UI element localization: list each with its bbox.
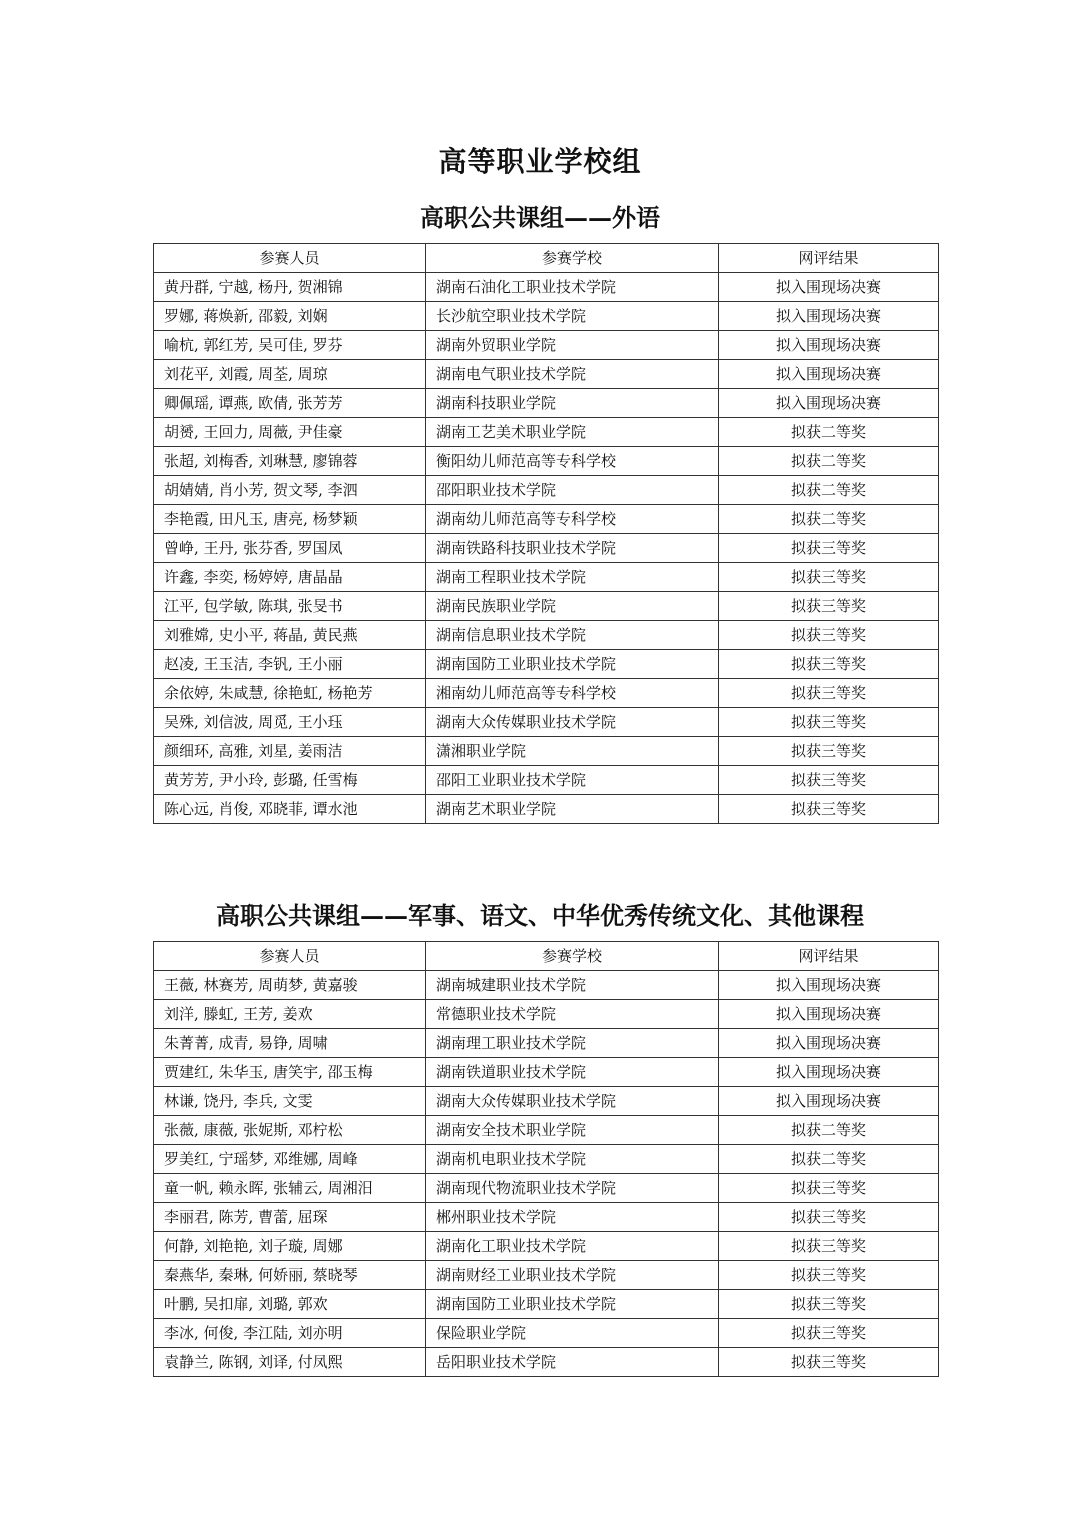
table-row — [154, 302, 939, 331]
participants-cell: 林谦, 饶丹, 李兵, 文雯 — [154, 1087, 426, 1116]
school-cell: 常德职业技术学院 — [426, 1000, 719, 1029]
table-row — [154, 563, 939, 592]
table-row — [154, 1290, 939, 1319]
school-cell: 湖南工艺美术职业学院 — [426, 418, 719, 447]
table-row — [154, 766, 939, 795]
table-header-row — [154, 942, 939, 971]
school-cell: 邵阳职业技术学院 — [426, 476, 719, 505]
header-names: 参赛人员 — [154, 942, 426, 971]
school-cell: 郴州职业技术学院 — [426, 1203, 719, 1232]
school-cell: 湖南铁路科技职业技术学院 — [426, 534, 719, 563]
participants-cell: 陈心远, 肖俊, 邓晓菲, 谭水池 — [154, 795, 426, 824]
result-cell: 拟获二等奖 — [719, 1116, 939, 1145]
result-cell: 拟获三等奖 — [719, 1261, 939, 1290]
school-cell: 湖南科技职业学院 — [426, 389, 719, 418]
result-cell: 拟入围现场决赛 — [719, 1000, 939, 1029]
table-row — [154, 1203, 939, 1232]
result-cell: 拟入围现场决赛 — [719, 331, 939, 360]
result-cell: 拟获三等奖 — [719, 1348, 939, 1377]
header-result: 网评结果 — [719, 244, 939, 273]
table-header-row — [154, 244, 939, 273]
participants-cell: 王薇, 林赛芳, 周萌梦, 黄嘉骏 — [154, 971, 426, 1000]
result-cell: 拟获三等奖 — [719, 679, 939, 708]
table-row — [154, 708, 939, 737]
table-row — [154, 447, 939, 476]
result-cell: 拟入围现场决赛 — [719, 273, 939, 302]
school-cell: 衡阳幼儿师范高等专科学校 — [426, 447, 719, 476]
result-cell: 拟获三等奖 — [719, 1290, 939, 1319]
school-cell: 湖南大众传媒职业技术学院 — [426, 1087, 719, 1116]
participants-cell: 罗美红, 宁瑶梦, 邓维娜, 周峰 — [154, 1145, 426, 1174]
participants-cell: 余依婷, 朱咸慧, 徐艳虹, 杨艳芳 — [154, 679, 426, 708]
header-school: 参赛学校 — [426, 942, 719, 971]
results-table-general-courses — [153, 941, 939, 1377]
table-row — [154, 1232, 939, 1261]
table-row — [154, 679, 939, 708]
table-row — [154, 737, 939, 766]
school-cell: 湖南国防工业职业技术学院 — [426, 1290, 719, 1319]
participants-cell: 刘雅嫦, 史小平, 蒋晶, 黄民燕 — [154, 621, 426, 650]
participants-cell: 李艳霞, 田凡玉, 唐亮, 杨梦颖 — [154, 505, 426, 534]
table-row — [154, 1319, 939, 1348]
participants-cell: 许鑫, 李奕, 杨婷婷, 唐晶晶 — [154, 563, 426, 592]
school-cell: 湖南化工职业技术学院 — [426, 1232, 719, 1261]
participants-cell: 叶鹏, 吴扣扉, 刘璐, 郭欢 — [154, 1290, 426, 1319]
result-cell: 拟获三等奖 — [719, 563, 939, 592]
result-cell: 拟获三等奖 — [719, 708, 939, 737]
school-cell: 湖南民族职业学院 — [426, 592, 719, 621]
school-cell: 湖南信息职业技术学院 — [426, 621, 719, 650]
school-cell: 湖南幼儿师范高等专科学校 — [426, 505, 719, 534]
result-cell: 拟入围现场决赛 — [719, 1058, 939, 1087]
school-cell: 邵阳工业职业技术学院 — [426, 766, 719, 795]
result-cell: 拟获三等奖 — [719, 737, 939, 766]
table-row — [154, 418, 939, 447]
participants-cell: 刘花平, 刘霞, 周荃, 周琼 — [154, 360, 426, 389]
table-row — [154, 505, 939, 534]
school-cell: 长沙航空职业技术学院 — [426, 302, 719, 331]
table-row — [154, 360, 939, 389]
table-row — [154, 1058, 939, 1087]
table-row — [154, 273, 939, 302]
school-cell: 湖南城建职业技术学院 — [426, 971, 719, 1000]
result-cell: 拟获三等奖 — [719, 766, 939, 795]
result-cell: 拟获三等奖 — [719, 534, 939, 563]
participants-cell: 吴殊, 刘信波, 周觅, 王小珏 — [154, 708, 426, 737]
participants-cell: 黄丹群, 宁越, 杨丹, 贺湘锦 — [154, 273, 426, 302]
table-row — [154, 1261, 939, 1290]
school-cell: 湖南铁道职业技术学院 — [426, 1058, 719, 1087]
table-row — [154, 1087, 939, 1116]
table-row — [154, 1174, 939, 1203]
participants-cell: 张超, 刘梅香, 刘琳慧, 廖锦蓉 — [154, 447, 426, 476]
page-title: 高等职业学校组 — [438, 145, 642, 178]
participants-cell: 朱菁菁, 成青, 易铮, 周啸 — [154, 1029, 426, 1058]
school-cell: 保险职业学院 — [426, 1319, 719, 1348]
participants-cell: 秦燕华, 秦琳, 何娇丽, 蔡晓琴 — [154, 1261, 426, 1290]
section-title-general-courses: 高职公共课组——军事、语文、中华优秀传统文化、其他课程 — [216, 901, 864, 930]
header-names: 参赛人员 — [154, 244, 426, 273]
result-cell: 拟获三等奖 — [719, 795, 939, 824]
result-cell: 拟获二等奖 — [719, 418, 939, 447]
header-result: 网评结果 — [719, 942, 939, 971]
school-cell: 岳阳职业技术学院 — [426, 1348, 719, 1377]
result-cell: 拟获三等奖 — [719, 1203, 939, 1232]
table-row — [154, 1348, 939, 1377]
school-cell: 湖南外贸职业学院 — [426, 331, 719, 360]
result-cell: 拟入围现场决赛 — [719, 1087, 939, 1116]
participants-cell: 袁静兰, 陈钢, 刘译, 付凤熙 — [154, 1348, 426, 1377]
result-cell: 拟入围现场决赛 — [719, 1029, 939, 1058]
school-cell: 湖南石油化工职业技术学院 — [426, 273, 719, 302]
participants-cell: 黄芳芳, 尹小玲, 彭璐, 任雪梅 — [154, 766, 426, 795]
table-row — [154, 1000, 939, 1029]
header-school: 参赛学校 — [426, 244, 719, 273]
result-cell: 拟获二等奖 — [719, 1145, 939, 1174]
table-row — [154, 592, 939, 621]
result-cell: 拟入围现场决赛 — [719, 360, 939, 389]
participants-cell: 喻杭, 郭红芳, 吴可佳, 罗芬 — [154, 331, 426, 360]
participants-cell: 赵凌, 王玉洁, 李钒, 王小丽 — [154, 650, 426, 679]
result-cell: 拟入围现场决赛 — [719, 971, 939, 1000]
participants-cell: 胡婧婧, 肖小芳, 贺文琴, 李泗 — [154, 476, 426, 505]
participants-cell: 颜细环, 高雅, 刘星, 姜雨洁 — [154, 737, 426, 766]
participants-cell: 卿佩瑶, 谭燕, 欧倩, 张芳芳 — [154, 389, 426, 418]
school-cell: 湘南幼儿师范高等专科学校 — [426, 679, 719, 708]
table-row — [154, 331, 939, 360]
school-cell: 湖南工程职业技术学院 — [426, 563, 719, 592]
table-row — [154, 650, 939, 679]
school-cell: 湖南大众传媒职业技术学院 — [426, 708, 719, 737]
result-cell: 拟获三等奖 — [719, 1232, 939, 1261]
participants-cell: 曾峥, 王丹, 张芬香, 罗国凤 — [154, 534, 426, 563]
result-cell: 拟获三等奖 — [719, 1319, 939, 1348]
result-cell: 拟入围现场决赛 — [719, 302, 939, 331]
table-row — [154, 971, 939, 1000]
school-cell: 湖南财经工业职业技术学院 — [426, 1261, 719, 1290]
participants-cell: 罗娜, 蒋焕新, 邵毅, 刘娴 — [154, 302, 426, 331]
result-cell: 拟获三等奖 — [719, 621, 939, 650]
participants-cell: 童一帆, 赖永晖, 张辅云, 周湘汨 — [154, 1174, 426, 1203]
school-cell: 潇湘职业学院 — [426, 737, 719, 766]
participants-cell: 李冰, 何俊, 李江陆, 刘亦明 — [154, 1319, 426, 1348]
table-row — [154, 1145, 939, 1174]
participants-cell: 何静, 刘艳艳, 刘子璇, 周娜 — [154, 1232, 426, 1261]
table-row — [154, 795, 939, 824]
table-row — [154, 1116, 939, 1145]
participants-cell: 胡赟, 王回力, 周薇, 尹佳豪 — [154, 418, 426, 447]
participants-cell: 张薇, 康薇, 张妮斯, 邓柠松 — [154, 1116, 426, 1145]
result-cell: 拟获三等奖 — [719, 650, 939, 679]
participants-cell: 贾建红, 朱华玉, 唐笑宇, 邵玉梅 — [154, 1058, 426, 1087]
school-cell: 湖南艺术职业学院 — [426, 795, 719, 824]
result-cell: 拟获二等奖 — [719, 505, 939, 534]
table-row — [154, 1029, 939, 1058]
participants-cell: 江平, 包学敏, 陈琪, 张旻书 — [154, 592, 426, 621]
result-cell: 拟获二等奖 — [719, 476, 939, 505]
school-cell: 湖南电气职业技术学院 — [426, 360, 719, 389]
table-row — [154, 476, 939, 505]
result-cell: 拟入围现场决赛 — [719, 389, 939, 418]
school-cell: 湖南机电职业技术学院 — [426, 1145, 719, 1174]
participants-cell: 李丽君, 陈芳, 曹蕾, 屈琛 — [154, 1203, 426, 1232]
school-cell: 湖南现代物流职业技术学院 — [426, 1174, 719, 1203]
school-cell: 湖南国防工业职业技术学院 — [426, 650, 719, 679]
table-row — [154, 534, 939, 563]
participants-cell: 刘洋, 滕虹, 王芳, 姜欢 — [154, 1000, 426, 1029]
result-cell: 拟获三等奖 — [719, 1174, 939, 1203]
result-cell: 拟获二等奖 — [719, 447, 939, 476]
table-row — [154, 621, 939, 650]
table-row — [154, 389, 939, 418]
school-cell: 湖南安全技术职业学院 — [426, 1116, 719, 1145]
result-cell: 拟获三等奖 — [719, 592, 939, 621]
results-table-foreign-language — [153, 243, 939, 824]
school-cell: 湖南理工职业技术学院 — [426, 1029, 719, 1058]
section-title-foreign-language: 高职公共课组——外语 — [420, 203, 660, 232]
